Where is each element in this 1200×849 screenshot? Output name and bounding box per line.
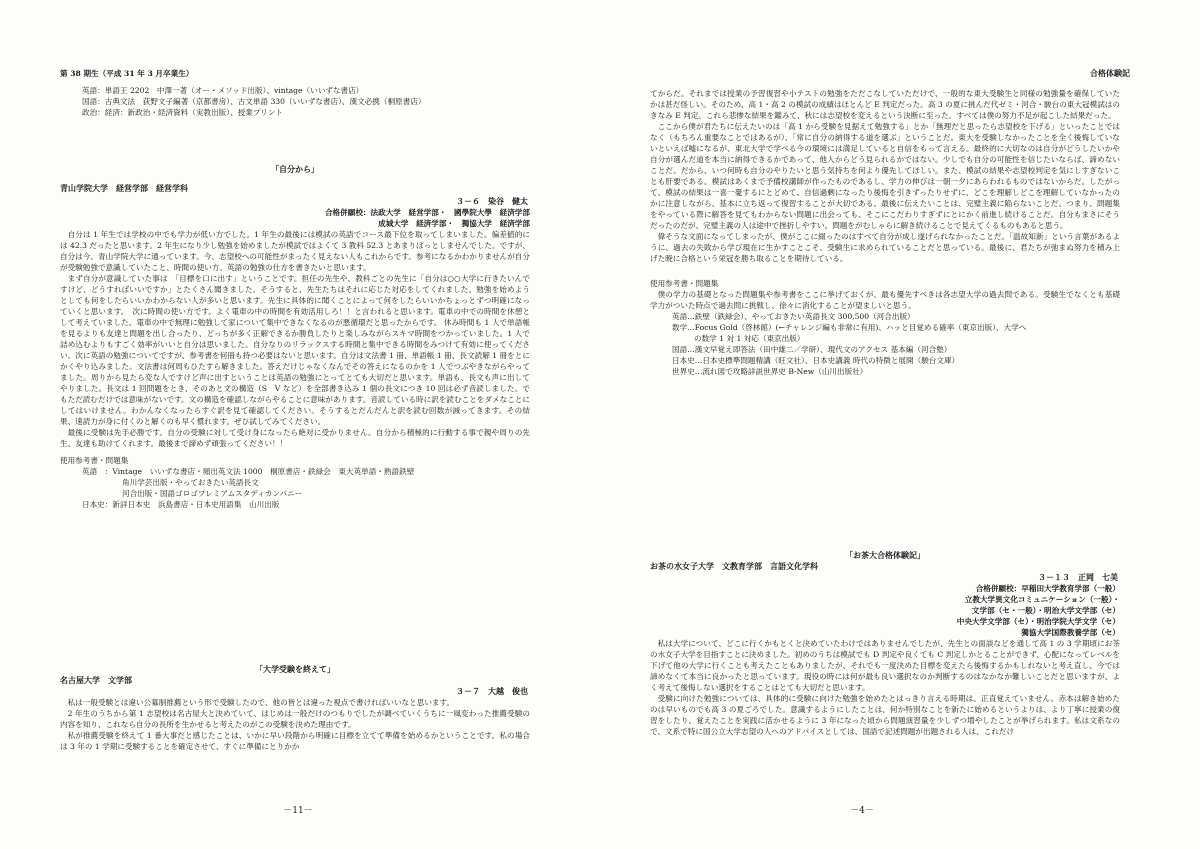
essay2 <box>60 664 530 752</box>
books-list <box>650 311 1120 377</box>
right-page <box>600 0 1200 849</box>
essay-title: 「大学受験を終えて」 <box>255 664 335 674</box>
book-line: 日本史…日本史標準問題精講（旺文社）、日本史講義 時代の特徴と展開（駿台文庫） <box>672 356 960 365</box>
essay-paragraph: てからだ。それまでは授業の予習復習や小テストの勉強をただこなしていただけで、一般的な東大受験生と同様の勉強量を確保していたかは甚だ怪しい。そのため、高 1・高 2 の模試の成績はほとんど E 判定だった。高 3 の夏に挑んだ代ゼミ・河合・駿台の東大冠模試はのきなみ E 判定。これら悲惨な結果を鑑みて、秋には志望校を変えるという決断に至った。すべては僕の努力不足が起こした結果だった。 <box>650 89 1120 120</box>
book-line: 河合出版・国語ゴロゴプレミアムスタディカンパニー <box>122 489 303 498</box>
essay3 <box>650 550 1120 737</box>
book-line: 国語…漢文早覚え即答法（田中雄二／学研）、現代文のアクセス 基本編（河合塾） <box>672 345 952 354</box>
essay-paragraph: 2 年生のうちから第 1 志望校は名古屋大と決めていて、はじめは一般だけのつもりでしたが調べていくうちに一風変わった推薦受験の内容を知り、これなら自分の長所を生かせると考えたのがこの受験を決めた理由です。 <box>60 709 530 729</box>
essay-school: 名古屋大学 文学部 <box>60 675 132 685</box>
pass-line: 成城大学 経済学部・ 獨協大学 経済学部 <box>378 219 530 228</box>
book-line: 日本史：新詳日本史 浜島書店・日本史用語集 山川出版 <box>82 500 280 509</box>
book-line: の数学 1 対 1 対応（東京出版） <box>694 334 805 343</box>
reference-line: 政治：経済：新政治・経済資料（実教出版）、授業プリント <box>82 108 283 117</box>
essay-school: 青山学院大学 経営学部 経営学科 <box>60 183 188 193</box>
reference-line: 英語：単語王 2202 中澤一著（オー・メソッド出版）、vintage（いいずな書店） <box>82 86 364 95</box>
book-line: 英語…鉄壁（鉄緑会）、やっておきたい英語長文 300,500（河合出版） <box>672 312 915 321</box>
page-number-left: －11－ <box>283 806 313 816</box>
left-column <box>60 68 530 118</box>
pass-line: 中央大学文学部（セ）・明治学院大学文学（セ） <box>956 617 1120 626</box>
essay-paragraph: ここから僕が君たちに伝えたいのは「高 1 から受験を見据えて勉強する」とか「無理だと思ったら志望校を下げる」といったことではなく（もちろん重要なことではあるが）、「常に自分の納得する道を選ぶ」ということだ。東大を受験しなかったことを全く後悔していないといえば嘘になるが、東北大学で学べる今の環境には満足していると自信をもって言える。最終的に大切なのは自分がどうしたいかや自分が選んだ道を本当に納得できるかであって、他人からどう見られるかではない。少しでも自分の可能性を信じたいならば、諦めないことだ。だから、いつ何時も自分のやりたいと思う気持ちを何より優先してほしい。また、模試の結果や志望校判定を気にしすぎないことも肝要である。模試はあくまで予備校講師が作ったものであるし、学力の伸びは一朝一夕にあらわれるものではないからだ。したがって、模試の結果は一喜一憂するにとどめて、自信過剰になったり後悔を引きずったりせずに、どこを理解しどこを理解していなかったのかに注意しながら、基本に立ち返って復習することが大切である。最後に伝えたいことは、完璧主義に陥らないことだ。つまり、問題集をやっている際に解答を見てもわからない問題に出会っても、そこにこだわりすぎずにとにかく前進し続けることだ。自分もまさにそうだったのだが、完璧主義の人は途中で挫折しやすい。問題をがむしゃらに解き続けることで見えてくるものもあると思う。 <box>650 122 1120 230</box>
book-line: 数学…Focus Gold（啓林館）(←チャレンジ編も非常に有用)、ハッと目覚める確率（東京出版）、大学へ <box>672 323 1027 332</box>
references-block <box>60 85 530 118</box>
essay-paragraph: 最後に受験は先手必勝です。自分の受験に対して受け身になったら絶対に受かりません。自分から積極的に行動する事で親や周りの先生、友達も助けてくれます。最後まで諦めず頑張ってください！！ <box>60 428 530 448</box>
books-intro: 僕の学力の基礎となった問題集や参考書をここに挙げておくが、最も優先すべきは各志望大学の過去問である。受験生でなくとも基礎学力がついた時点で過去問に挑戦し、徐々に消化することが望ましいと思う。 <box>650 290 1120 310</box>
essay-author: ３－１３ 正岡 七美 <box>1038 572 1118 582</box>
books-heading: 使用参考書・問題集 <box>60 456 129 465</box>
book-line: 角川学芸出版・やっておきたい英語長文 <box>122 478 259 487</box>
reference-line: 国語：古典文法 荻野文子編著（京都書房）、古文単語 330（いいずな書店）、漢文必携（桐原書店） <box>82 97 426 106</box>
essay-paragraph: まず自分が意識していた事は 「目標を口に出す」ということです。担任の先生や、教科ごとの先生に「自分は○○大学に行きたいんですけど、どうすればいいですか」とたくさん聞きました。そうすると、先生たちはそれに応じた対応をしてくれました。勉強を始めようとしても何をしたらいいかわからない人が多いと思います。先生に具体的に聞くことによって何をしたらいいかちょっとずつ明確になっていくと思います。 次に時間の使い方です。よく電車の中の時間を有効活用しろ！！と言われると思います。電車の中での時間を休憩として考えていました。電車の中で無理に勉強して家について集中できなくなるのが悪循環だと思ったからです。 休み時間も 1 人で単語帳を見るよりも友達と問題を出し合ったり、どっちが多く正解できるか勝負したりと楽しみながらスキマ時間をつかっていました。1 人で詰め込むよりもすごく効率がいいと自分は思いました。自分なりのリラックスする時間と集中できる時間をみつけて有効に使ってください。次に英語の勉強についてですが、参考書を何冊も持つ必要はないと思います。自分は文法書 1 冊、単語帳 1 冊、長文読解 1 冊をとにかくやり込みました。文法書は何周もひたすら解きました。答えだけじゃなくなんでその答えになるのかを 1 人でつぶやきながらやってました。周りから見たら変な人ですけど声に出すということは英語の勉強にとってとても大切だと思います。単語も、長文も声に出してやりました。長文は 1 回問題をとき、そのあと文の構造（S V など）を全部書き込み 1 個の長文につき 10 回は必ず音読しました。でもただ読むだけでは意味がないです。文の構造を確認しながらやることに意味があります。音読している時に訳を読むことをダメなことにしてはいけません。わかんなくなったらすぐ訳を見て確認してください。そうするとだんだんと訳を読む回数が減ってきます。その結果、速読力が身に付くのと解くのも早く慣れます。ぜひ試してみてください。 <box>60 274 530 426</box>
essay-paragraph: 私は一般受験とは違い公募制推薦という形で受験したので、他の皆とは違った視点で書ければいいなと思います。 <box>67 698 455 707</box>
essay-author: ３－７ 大越 俊也 <box>456 686 528 696</box>
pass-line: 合格併願校：法政大学 経営学部・ 國學院大學 経済学部 <box>324 208 530 217</box>
essay-author: ３－６ 染谷 健太 <box>456 196 528 206</box>
page-header: 合格体験記 <box>1090 68 1130 78</box>
essay-paragraph: 自分は 1 年生では学校の中でも学力が低い方でした。1 年生の最後には模試の英語でコース最下位を取ってしまいました。偏差値的には 42.3 だったと思います。2 年生になり少し勉強を始めましたが模試ではよくて 3 教科 52.3 とあまりぱっとしませんでした。ですが、自分は今、青山学院大学に通っています。今、志望校への可能性がまったく見えない人もこれからです。参考になるかわかりませんが自分が受験勉強で意識していたこと、時間の使い方、英語の勉強の仕方を書きたいと思います。 <box>60 230 530 272</box>
cohort-title: 第 38 期生（平成 31 年 3 月卒業生） <box>60 69 194 78</box>
essay-paragraph: 私が推薦受験を終えて 1 番大事だと感じたことは、いかに早い段階から明確に目標を立てて準備を始めるかということです。私の場合は 3 年の 1 学期に受験することを確定させて、すぐに準備にとりかか <box>60 731 530 751</box>
essay-title: 「自分から」 <box>271 164 319 174</box>
essay-school: お茶の水女子大学 文教育学部 言語文化学科 <box>650 561 818 571</box>
essay1 <box>60 164 530 510</box>
essay-title: 「お茶大合格体験記」 <box>845 550 925 560</box>
page-number-right: －4－ <box>850 806 874 816</box>
pass-line: 立教大学異文化コミュニケーション（一般）・ <box>964 595 1120 604</box>
essay-paragraph: 私は大学について、どこに行くかもとくと決めていたわけではありませんでしたが、先生との面談などを通して高 1 の 3 学期頃にお茶の水女子大学を目指すことに決めました。初めのうちは模試でも D 判定や良くても C 判定しかとることができず、心配になってレベルを下げて他の大学に行くことも考えたこともありましたが、それでも一度決めた目標を変えたら後悔するかもしれないと考え直し、今では諦めなくて本当に良かったと思っています。現役の時には何が最も良い選択なのか判断するのはなかなか難しいことだと思いますが、よく考えて後悔しない選択をすることはとても大切だと思います。 <box>650 639 1120 692</box>
book-line: 英語 ：Vintage いいずな書店・頻出英文法 1000 桐原書店・鉄緑会 東大英単語・熟語鉄壁 <box>82 467 415 476</box>
books-list <box>60 466 530 510</box>
book-line: 世界史…流れ図で攻略詳説世界史 B-New（山川出版社） <box>672 367 868 376</box>
essay-paragraph: 偉そうな文面になってしまったが、僕がここに綴ったのはすべて自分が成し遂げられなかったことだ。「温故知新」という言葉があるように、過去の失敗から学び現在に生かすことこそ、受験生に求められていることだと思っている。最後に、君たちが弛まぬ努力を積み上げた暁に合格という栄冠を勝ち取ることを期待している。 <box>650 232 1120 263</box>
books-heading: 使用参考書・問題集 <box>650 279 719 288</box>
essay-paragraph: 受験に向けた勉強については、具体的に受験に向けた勉強を始めたとはっきり言える時期は、正直覚えていません。赤本は解き始めたのは早いものでも高 3 の夏ごろでした。意識するようにしたことは、何か特別なことを新たに始めるというよりは、より丁寧に授業の復習をしたり、覚えたことを実践に活かせるように 3 年になった頃から問題演習量を少しずつ増やしたことが挙げられます。私は文系なので、文系で特に国公立大学志望の人へのアドバイスとしては、国語で記述問題が出題される人は、これだけ <box>650 694 1120 736</box>
pass-line: 獨協大学国際教養学部（セ） <box>1021 628 1120 637</box>
pass-line: 文学部（セ・一般）・明治大学文学部（セ） <box>971 606 1120 615</box>
pass-line: 合格併願校：早稲田大学教育学部（一般） <box>975 584 1120 593</box>
continuation-text <box>650 88 1120 377</box>
